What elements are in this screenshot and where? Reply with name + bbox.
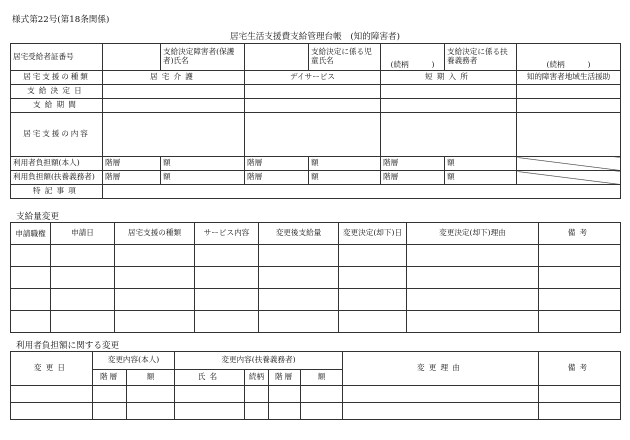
content-short[interactable] (381, 113, 517, 157)
change-cell[interactable] (407, 311, 539, 333)
burden-cell[interactable] (245, 386, 269, 403)
change-cell[interactable] (407, 289, 539, 311)
burden-guarantor-tier-home: 階層 (103, 171, 161, 185)
burden-guarantor-amount-home: 額 (161, 171, 245, 185)
burden-header-date: 変更日 (11, 352, 93, 386)
service-type-label: 居宅支援の種類 (11, 71, 103, 85)
notes-value[interactable] (103, 185, 621, 199)
burden-cell[interactable] (269, 403, 301, 420)
change-cell[interactable] (407, 267, 539, 289)
change-cell[interactable] (259, 289, 339, 311)
burden-self-tier-home: 階層 (103, 157, 161, 171)
change-cell[interactable] (339, 311, 407, 333)
burden-cell[interactable] (343, 386, 539, 403)
burden-cell[interactable] (11, 386, 93, 403)
change-cell[interactable] (11, 311, 51, 333)
change-cell[interactable] (115, 267, 195, 289)
burden-header-self: 変更内容(本人) (93, 352, 175, 370)
child-relation-value[interactable] (381, 44, 445, 71)
change-cell[interactable] (115, 311, 195, 333)
burden-guarantor-tier-day: 階層 (245, 171, 309, 185)
change-section-title: 支給量変更 (16, 212, 59, 222)
burden-cell[interactable] (301, 403, 343, 420)
period-home[interactable] (103, 99, 245, 113)
change-cell[interactable] (339, 289, 407, 311)
period-community[interactable] (517, 99, 621, 113)
burden-self-amount-day: 額 (309, 157, 381, 171)
burden-subheader-amount-2: 額 (301, 370, 343, 386)
change-row (11, 245, 621, 267)
burden-subheader-relation: 続柄 (245, 370, 269, 386)
change-row (11, 267, 621, 289)
burden-self-community-void (517, 157, 621, 171)
burden-self-amount-home: 額 (161, 157, 245, 171)
service-home-care: 居宅介護 (103, 71, 245, 85)
change-header-service: サービス内容 (195, 223, 259, 245)
change-cell[interactable] (259, 245, 339, 267)
decision-date-label: 支給決定日 (11, 85, 103, 99)
child-name-label: 支給決定に係る児童氏名 (309, 44, 381, 71)
burden-header-remarks: 備考 (539, 352, 621, 386)
change-cell[interactable] (11, 289, 51, 311)
change-row (11, 311, 621, 333)
burden-guarantor-label: 利用負担額(扶養義務者) (11, 171, 103, 185)
relation-label: (続柄 ) (390, 60, 435, 70)
burden-header-reason: 変更理由 (343, 352, 539, 386)
burden-cell[interactable] (301, 386, 343, 403)
decision-date-short[interactable] (381, 85, 517, 99)
document-title: 居宅生活支援費支給管理台帳 (知的障害者) (230, 32, 400, 42)
burden-self-tier-day: 階層 (245, 157, 309, 171)
burden-self-amount-short: 額 (445, 157, 517, 171)
burden-cell[interactable] (245, 403, 269, 420)
period-label: 支給期間 (11, 99, 103, 113)
change-header-date: 申請日 (51, 223, 115, 245)
change-cell[interactable] (195, 311, 259, 333)
service-community: 知的障害者地域生活援助 (517, 71, 621, 85)
change-cell[interactable] (51, 311, 115, 333)
change-cell[interactable] (51, 245, 115, 267)
change-header-amount: 変更後支給量 (259, 223, 339, 245)
service-short-stay: 短期入所 (381, 71, 517, 85)
recipient-name-label: 支給決定障害者(保護者)氏名 (161, 44, 245, 71)
burden-guarantor-amount-day: 額 (309, 171, 381, 185)
burden-cell[interactable] (127, 403, 175, 420)
burden-cell[interactable] (539, 403, 621, 420)
burden-cell[interactable] (93, 403, 127, 420)
change-header-decision-date: 変更決定(却下)日 (339, 223, 407, 245)
burden-cell[interactable] (93, 386, 127, 403)
change-header-apply: 申請職権 (11, 223, 51, 245)
change-cell[interactable] (339, 245, 407, 267)
form-number-label: 様式第22号(第18条関係) (12, 15, 110, 25)
burden-row (11, 403, 621, 420)
burden-cell[interactable] (11, 403, 93, 420)
burden-subheader-tier-2: 階層 (269, 370, 301, 386)
change-header-type: 居宅支援の種類 (115, 223, 195, 245)
change-cell[interactable] (539, 311, 621, 333)
content-community[interactable] (517, 113, 621, 157)
guarantor-relation-value[interactable] (517, 44, 621, 71)
change-header-reason: 変更決定(却下)理由 (407, 223, 539, 245)
content-label: 居宅支援の内容 (11, 113, 103, 157)
recipient-name-value[interactable] (245, 44, 309, 71)
decision-date-home[interactable] (103, 85, 245, 99)
burden-change-table (10, 351, 621, 420)
change-cell[interactable] (407, 245, 539, 267)
change-cell[interactable] (195, 289, 259, 311)
decision-date-community[interactable] (517, 85, 621, 99)
burden-row (11, 386, 621, 403)
burden-guarantor-tier-short: 階層 (381, 171, 445, 185)
burden-subheader-amount: 額 (127, 370, 175, 386)
change-row (11, 289, 621, 311)
burden-cell[interactable] (343, 403, 539, 420)
change-cell[interactable] (195, 267, 259, 289)
relation-label-2: (続柄 ) (546, 60, 591, 70)
guarantor-label: 支給決定に係る扶養義務者 (445, 44, 517, 71)
change-cell[interactable] (115, 245, 195, 267)
burden-subheader-name: 氏名 (175, 370, 245, 386)
content-day[interactable] (245, 113, 381, 157)
burden-guarantor-community-void (517, 171, 621, 185)
recipient-cert-value[interactable] (103, 44, 161, 71)
recipient-cert-label: 居宅受給者証番号 (11, 44, 103, 71)
change-cell[interactable] (11, 245, 51, 267)
support-ledger-table (10, 43, 621, 199)
burden-cell[interactable] (269, 386, 301, 403)
change-cell[interactable] (339, 267, 407, 289)
burden-cell[interactable] (175, 403, 245, 420)
change-cell[interactable] (539, 267, 621, 289)
service-day: デイサービス (245, 71, 381, 85)
burden-header-guarantor: 変更内容(扶養義務者) (175, 352, 343, 370)
burden-cell[interactable] (539, 386, 621, 403)
change-cell[interactable] (51, 267, 115, 289)
burden-cell[interactable] (175, 386, 245, 403)
change-table (10, 222, 621, 333)
period-day[interactable] (245, 99, 381, 113)
change-cell[interactable] (51, 289, 115, 311)
change-header-remarks: 備考 (539, 223, 621, 245)
burden-subheader-tier: 階層 (93, 370, 127, 386)
change-cell[interactable] (259, 311, 339, 333)
change-cell[interactable] (11, 267, 51, 289)
burden-guarantor-amount-short: 額 (445, 171, 517, 185)
content-home[interactable] (103, 113, 245, 157)
decision-date-day[interactable] (245, 85, 381, 99)
change-cell[interactable] (195, 245, 259, 267)
burden-self-label: 利用者負担額(本人) (11, 157, 103, 171)
change-cell[interactable] (539, 245, 621, 267)
notes-label: 特記事項 (11, 185, 103, 199)
period-short[interactable] (381, 99, 517, 113)
burden-section-title: 利用者負担額に関する変更 (16, 341, 120, 351)
change-cell[interactable] (115, 289, 195, 311)
burden-self-tier-short: 階層 (381, 157, 445, 171)
change-cell[interactable] (539, 289, 621, 311)
change-cell[interactable] (259, 267, 339, 289)
burden-cell[interactable] (127, 386, 175, 403)
